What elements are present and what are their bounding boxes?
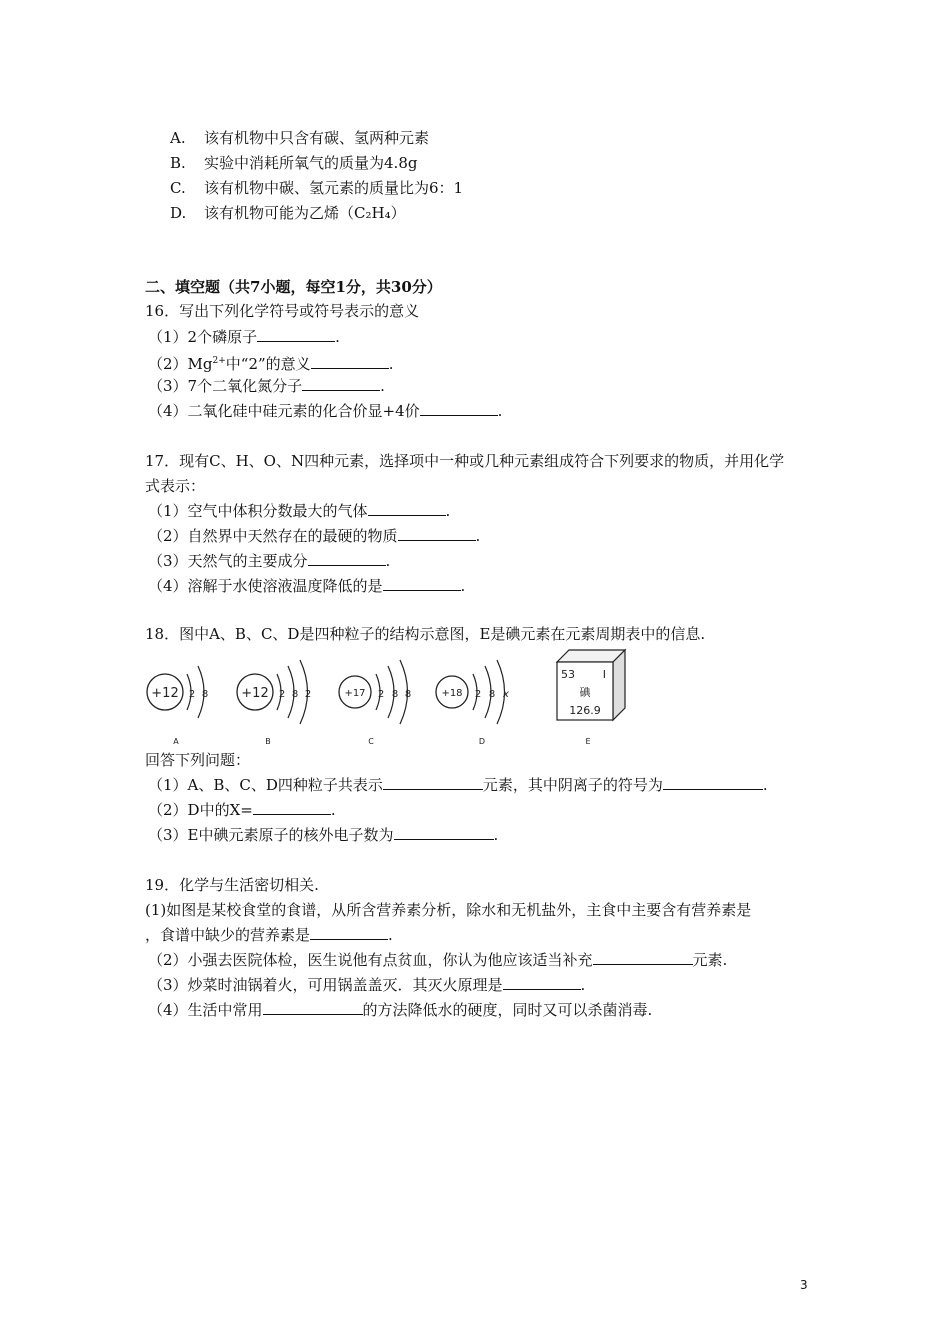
answer-blank[interactable]	[420, 401, 498, 416]
answer-blank[interactable]	[398, 526, 476, 541]
svg-text:+12: +12	[151, 686, 179, 701]
svg-text:2: 2	[188, 689, 196, 700]
q19-stem: 19．化学与生活密切相关.	[145, 876, 319, 894]
svg-text:C: C	[368, 737, 374, 746]
page-number: 3	[800, 1278, 808, 1292]
svg-text:126.9: 126.9	[569, 704, 601, 717]
q19-item-3: （3）炒菜时油锅着火，可用锅盖盖灭．其灭火原理是 .	[148, 976, 586, 994]
svg-text:8: 8	[488, 689, 496, 700]
svg-text:53: 53	[561, 668, 575, 681]
atom-diagram-b	[237, 660, 311, 746]
q19-item-4: （4）生活中常用 的方法降低水的硬度，同时又可以杀菌消毒.	[148, 1001, 653, 1019]
q15-option-c: C. 该有机物中碳、氢元素的质量比为6：1	[170, 179, 464, 197]
q17-stem-line2: 式表示：	[145, 477, 206, 495]
answer-blank[interactable]	[310, 925, 388, 940]
q16-item-4: （4）二氧化硅中硅元素的化合价显+4价 .	[148, 402, 503, 420]
svg-text:8: 8	[404, 689, 412, 700]
q16-item-2: $(2)Mg^{2+}$中“2”的意义 .	[148, 355, 394, 373]
periodic-table-cell-iodine	[557, 650, 625, 746]
answer-blank[interactable]	[394, 825, 494, 840]
svg-text:B: B	[265, 737, 271, 746]
answer-blank[interactable]	[263, 1000, 363, 1015]
answer-blank[interactable]	[368, 501, 446, 516]
q18-item-1: （1）A、B、C、D四种粒子共表示 元素，其中阴离子的符号为 .	[148, 776, 768, 794]
q17-item-3: （3）天然气的主要成分 .	[148, 552, 391, 570]
q18-prompt: 回答下列问题：	[145, 751, 251, 769]
svg-text:2: 2	[377, 689, 385, 700]
answer-blank[interactable]	[503, 975, 581, 990]
q15-option-a: A. 该有机物中只含有碳、氢两种元素	[170, 129, 430, 147]
q18-stem: 18．图中A、B、C、D是四种粒子的结构示意图，E是碘元素在元素周期表中的信息.	[145, 625, 706, 643]
answer-blank[interactable]	[311, 354, 389, 369]
q16-item-1: （1）2个磷原子 .	[148, 328, 340, 346]
section2-heading: 二、填空题（共7小题，每空1分，共30分）	[145, 278, 442, 296]
q15-option-d: D. 该有机物可能为乙烯（C₂H₄）	[170, 204, 406, 222]
svg-text:8: 8	[291, 689, 299, 700]
particle-structure-figure	[140, 648, 640, 748]
q19-item-1-line2: ，食谱中缺少的营养素是 .	[145, 926, 393, 944]
svg-text:A: A	[173, 737, 179, 746]
q17-item-2: （2）自然界中天然存在的最硬的物质 .	[148, 527, 481, 545]
q17-item-4: （4）溶解于水使溶液温度降低的是 .	[148, 577, 466, 595]
svg-text:8: 8	[391, 689, 399, 700]
q15-option-b: B. 实验中消耗所氧气的质量为4.8g	[170, 154, 418, 172]
svg-text:+12: +12	[241, 686, 269, 701]
answer-blank[interactable]	[257, 327, 335, 342]
q19-item-1-line1: (1)如图是某校食堂的食谱，从所含营养素分析，除水和无机盐外，主食中主要含有营养素是	[145, 901, 752, 919]
answer-blank[interactable]	[663, 775, 763, 790]
svg-text:I: I	[602, 668, 606, 681]
q17-stem-line1: 17．现有C、H、O、N四种元素，选择项中一种或几种元素组成符合下列要求的物质，并用化学	[145, 452, 785, 470]
q19-item-2: （2）小强去医院体检，医生说他有点贫血，你认为他应该适当补充 元素.	[148, 951, 728, 969]
svg-text:2: 2	[278, 689, 286, 700]
q18-item-2: （2）D中的X= .	[148, 801, 336, 819]
svg-text:x: x	[503, 689, 509, 700]
svg-text:+18: +18	[441, 688, 463, 699]
svg-text:2: 2	[304, 689, 312, 700]
svg-text:+17: +17	[344, 688, 366, 699]
svg-text:E: E	[585, 737, 591, 746]
svg-text:D: D	[478, 737, 486, 746]
answer-blank[interactable]	[383, 775, 483, 790]
atom-diagram-c	[339, 660, 411, 746]
answer-blank[interactable]	[308, 551, 386, 566]
svg-text:碘: 碘	[579, 686, 591, 699]
q16-stem: 16．写出下列化学符号或符号表示的意义	[145, 302, 420, 320]
answer-blank[interactable]	[302, 376, 380, 391]
q16-item-3: （3）7个二氧化氮分子 .	[148, 377, 385, 395]
answer-blank[interactable]	[253, 800, 331, 815]
atom-diagram-d	[436, 660, 509, 746]
q17-item-1: （1）空气中体积分数最大的气体 .	[148, 502, 451, 520]
answer-blank[interactable]	[383, 576, 461, 591]
svg-text:2: 2	[474, 689, 482, 700]
atom-diagram-a	[147, 666, 208, 746]
svg-text:8: 8	[201, 689, 209, 700]
q18-item-3: （3）E中碘元素原子的核外电子数为 .	[148, 826, 499, 844]
answer-blank[interactable]	[593, 950, 693, 965]
